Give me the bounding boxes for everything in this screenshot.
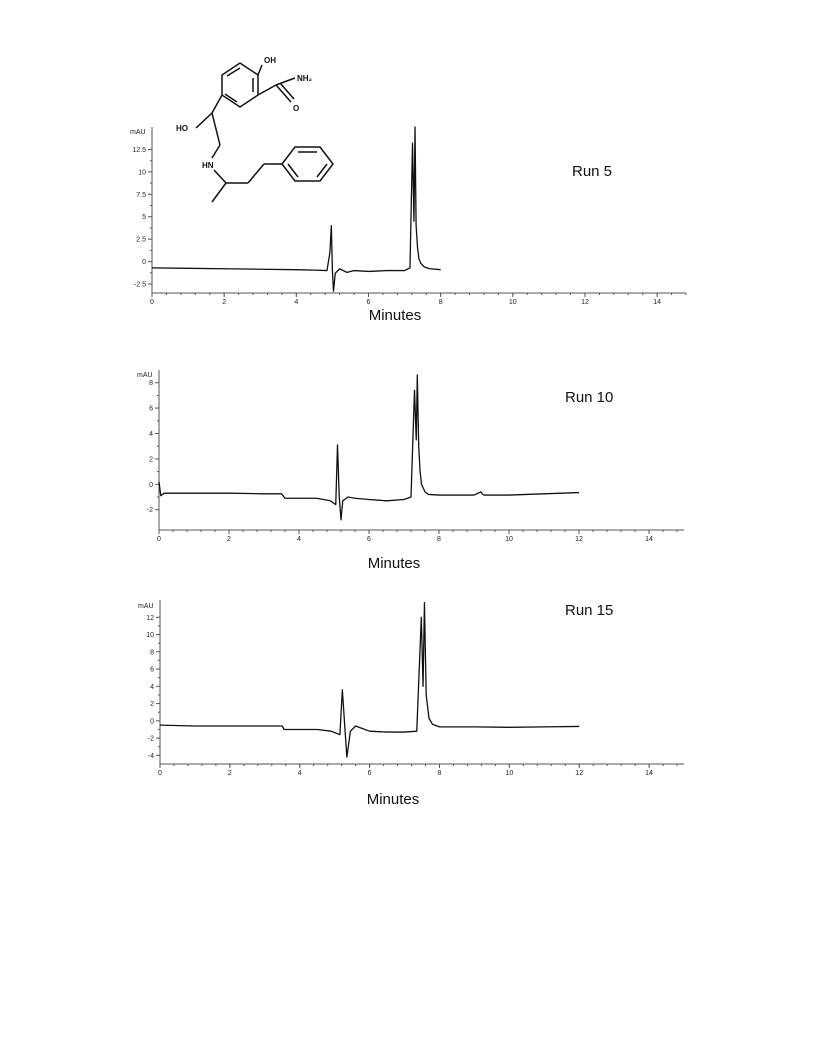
run-label: Run 10	[565, 389, 614, 406]
y-tick-label: 2	[150, 701, 154, 709]
y-unit-label: mAU	[130, 129, 146, 136]
y-tick-label: 10	[146, 632, 154, 640]
chain-bond-3	[212, 145, 220, 158]
x-tick-label: 8	[437, 536, 441, 543]
nh2-bond	[276, 78, 295, 85]
x-tick-label: 2	[222, 299, 227, 306]
y-tick-label: -2	[147, 735, 154, 743]
y-tick-label: 0	[149, 481, 153, 489]
x-tick-label: 6	[366, 299, 371, 306]
o-atom-label: O	[293, 104, 300, 113]
benzene-ring-top	[222, 63, 258, 107]
y-tick-group	[146, 615, 160, 760]
x-tick-label: 4	[297, 770, 302, 777]
chromatogram-panel-run-10	[137, 370, 684, 572]
ho-atom-label: HO	[176, 124, 188, 133]
nh2-atom-label: NH₂	[297, 74, 313, 83]
x-tick-group	[158, 764, 677, 777]
run-label: Run 5	[572, 163, 613, 180]
oh-atom-label: OH	[264, 56, 276, 65]
x-axis-label: Minutes	[366, 791, 420, 808]
y-tick-label: -2	[146, 507, 153, 515]
y-tick-label: 6	[150, 666, 154, 674]
y-tick-group	[147, 380, 159, 514]
x-tick-label: 6	[367, 770, 372, 777]
x-tick-label: 0	[150, 299, 154, 306]
x-tick-group	[157, 530, 677, 543]
x-tick-label: 6	[367, 536, 371, 543]
chain-bond-2	[212, 113, 220, 145]
chain-bond-1	[212, 95, 222, 113]
x-tick-label: 0	[157, 536, 161, 543]
y-tick-group	[132, 147, 152, 289]
x-axis-label: Minutes	[367, 555, 421, 572]
y-tick-label: 2.5	[136, 236, 146, 244]
benzene-ring-phenyl	[282, 147, 333, 181]
y-tick-label: 2	[149, 456, 153, 464]
methyl-bond	[212, 183, 226, 202]
chromatogram-panel-run-15	[138, 600, 684, 808]
x-axis-label: Minutes	[368, 307, 422, 324]
y-tick-label: 5	[142, 214, 146, 222]
chemical-structure-diagram	[176, 56, 333, 202]
x-tick-label: 14	[645, 536, 653, 543]
x-tick-label: 10	[505, 536, 513, 543]
hn-atom-label: HN	[202, 161, 214, 170]
x-tick-label: 4	[297, 536, 301, 543]
x-tick-label: 10	[505, 770, 514, 777]
chain-bond-6	[248, 164, 264, 183]
y-unit-label: mAU	[138, 603, 154, 610]
x-tick-label: 2	[227, 770, 232, 777]
y-tick-label: 12	[146, 614, 154, 622]
y-tick-label: 0	[150, 718, 154, 726]
chromatogram-trace	[152, 127, 441, 291]
y-tick-label: 4	[150, 683, 154, 691]
x-tick-label: 14	[653, 299, 662, 306]
chromatogram-trace	[160, 603, 579, 758]
x-tick-group	[150, 293, 686, 306]
y-tick-label: -4	[147, 752, 154, 760]
x-tick-label: 12	[581, 299, 589, 306]
y-tick-label: 12.5	[132, 146, 146, 154]
x-tick-label: 12	[575, 536, 583, 543]
x-tick-label: 8	[437, 770, 442, 777]
y-tick-label: 0	[142, 259, 146, 267]
amide-bond	[258, 85, 276, 95]
x-tick-label: 0	[158, 770, 162, 777]
chain-bond-4	[214, 170, 226, 183]
chromatogram-trace	[159, 375, 579, 520]
y-tick-label: 10	[138, 169, 146, 177]
x-tick-label: 12	[575, 770, 584, 777]
x-tick-label: 10	[508, 299, 517, 306]
oh-bond	[258, 65, 262, 75]
y-unit-label: mAU	[137, 372, 153, 379]
y-tick-label: 8	[150, 649, 154, 657]
x-tick-label: 4	[294, 299, 299, 306]
x-tick-label: 8	[438, 299, 443, 306]
y-tick-label: 4	[149, 430, 153, 438]
run-label: Run 15	[565, 602, 614, 619]
ho-bond	[196, 113, 212, 128]
x-tick-label: 14	[645, 770, 653, 777]
y-tick-label: 7.5	[136, 191, 146, 199]
y-tick-label: 6	[149, 405, 153, 413]
x-tick-label: 2	[227, 536, 231, 543]
y-tick-label: 8	[149, 380, 153, 388]
y-tick-label: -2.5	[133, 281, 146, 289]
